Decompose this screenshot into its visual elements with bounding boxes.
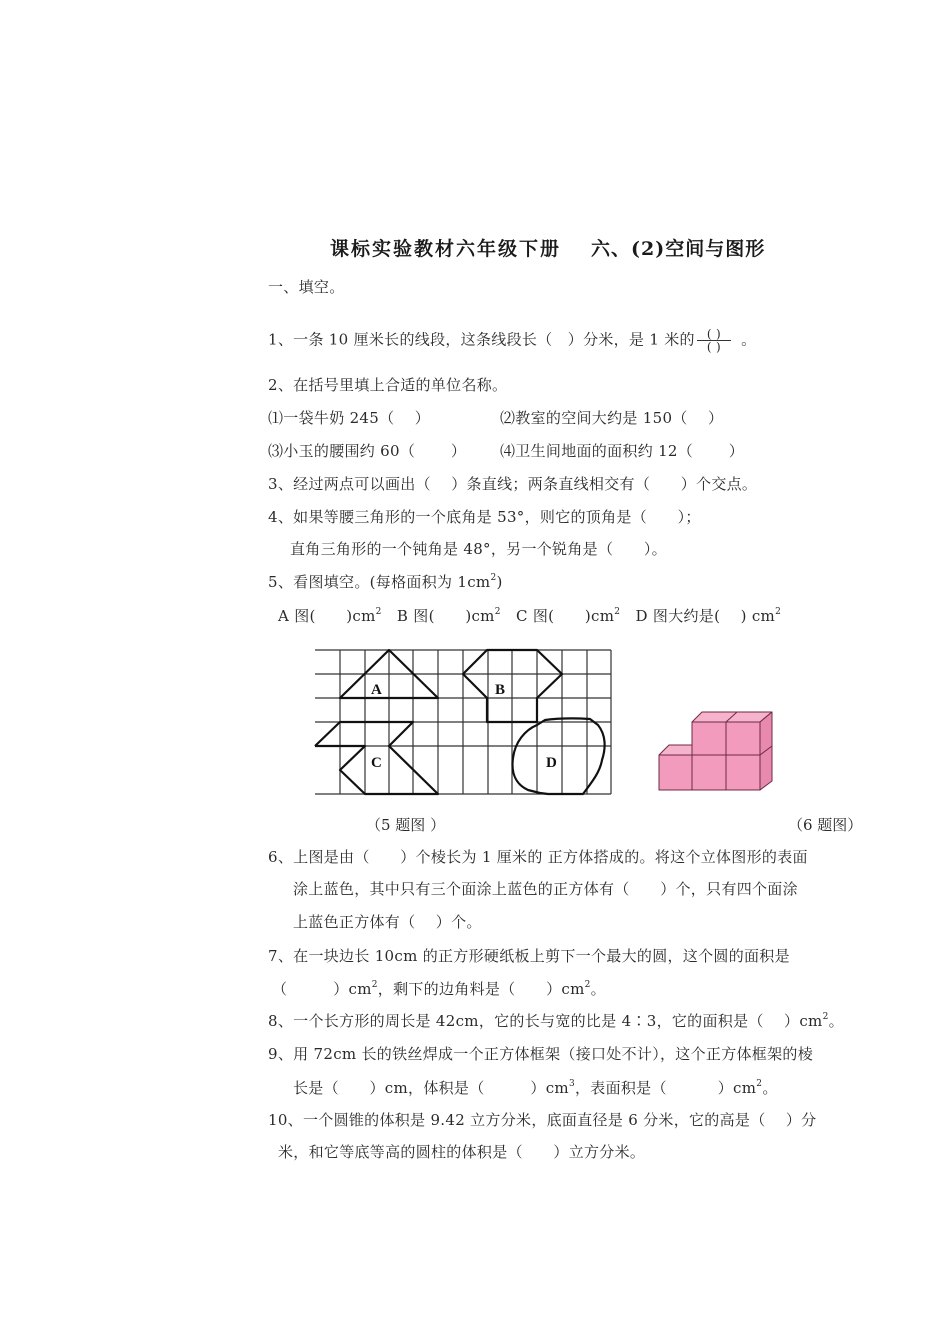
- fraction-numerator: ( ): [697, 328, 731, 341]
- label-b: B: [495, 682, 506, 698]
- question-2: 2、在括号里填上合适的单位名称。: [268, 376, 508, 394]
- question-6-line-2: 涂上蓝色，其中只有三个面涂上蓝色的正方体有（ ）个，只有四个面涂: [293, 880, 798, 898]
- q1-text: 1、一条 10 厘米长的线段，这条线段长（ ）分米，是 1 米的: [268, 330, 695, 349]
- q9-blank-1-2: 长是（ ）cm，体积是（ ）cm: [293, 1079, 569, 1097]
- q2-item-1: ⑴一袋牛奶 245（ ）: [268, 409, 431, 427]
- q7-tail: 。: [590, 980, 606, 998]
- q5-blank-c-text: C 图( )cm: [515, 607, 615, 625]
- q5-blank-c: [516, 607, 620, 625]
- q5-blank-d-text: D 图大约是( ) cm: [635, 607, 776, 625]
- question-10-line-1: 10、一个圆锥的体积是 9.42 立方分米，底面直径是 6 分米，它的高是（ ）分: [268, 1111, 817, 1129]
- title-left: 课标实验教材六年级下册: [330, 238, 562, 260]
- label-a: A: [371, 682, 382, 698]
- cube-figure: [655, 708, 775, 794]
- question-8: [268, 1011, 844, 1031]
- q9-blank-3: ，表面积是（ ）cm: [574, 1079, 757, 1097]
- q8-text: 8、一个长方形的周长是 42cm，它的长与宽的比是 4∶3，它的面积是（ ）cm: [268, 1012, 823, 1030]
- question-10-line-2: 米，和它等底等高的圆柱的体积是（ ）立方分米。: [278, 1143, 646, 1161]
- q5-blank-b-sup: 2: [494, 607, 501, 617]
- fraction-blank: [697, 328, 731, 353]
- q5-blank-a-sup: 2: [375, 607, 382, 617]
- question-7-line-1: 7、在一块边长 10cm 的正方形硬纸板上剪下一个最大的圆，这个圆的面积是: [268, 947, 790, 965]
- question-6-line-1: 6、上图是由（ ）个棱长为 1 厘米的 正方体搭成的。将这个立体图形的表面: [268, 848, 808, 866]
- q9-tail: 。: [762, 1079, 778, 1097]
- q5-text: 5、看图填空。(每格面积为 1cm: [268, 573, 491, 591]
- section-heading: 一、填空。: [268, 278, 345, 296]
- question-9-line-1: 9、用 72cm 长的铁丝焊成一个正方体框架（接口处不计），这个正方体框架的棱: [268, 1045, 813, 1063]
- question-7-line-2: [272, 979, 606, 999]
- q7-sup-1: 2: [371, 980, 378, 990]
- question-6-line-3: 上蓝色正方体有（ ）个。: [293, 913, 482, 931]
- q7-sup-2: 2: [584, 980, 591, 990]
- question-5: [268, 572, 503, 592]
- q5-blank-a-text: A 图( )cm: [278, 607, 376, 625]
- q1-tail: 。: [741, 330, 757, 349]
- q7-blank-2: ，剩下的边角料是（ ）cm: [377, 980, 585, 998]
- q5-sup: 2: [490, 573, 497, 583]
- page-title: [330, 234, 765, 261]
- figure-6-caption: （6 题图）: [788, 816, 863, 834]
- q8-sup: 2: [822, 1012, 829, 1022]
- q5-text-end: ): [496, 573, 503, 591]
- question-4-line-2: 直角三角形的一个钝角是 48°，另一个锐角是（ ）。: [290, 540, 667, 558]
- question-1: [268, 328, 756, 353]
- q8-tail: 。: [828, 1012, 844, 1030]
- grid-figure: [310, 645, 620, 800]
- q9-sup-2: 2: [756, 1079, 763, 1089]
- q7-blank-1: （ ）cm: [272, 980, 372, 998]
- q5-blank-d: [636, 607, 782, 625]
- q5-blank-b-text: B 图( )cm: [396, 607, 495, 625]
- label-d: D: [546, 755, 557, 771]
- question-9-line-2: [293, 1078, 778, 1098]
- q5-blank-b: [397, 607, 501, 625]
- q2-item-4: ⑷卫生间地面的面积约 12（ ）: [500, 442, 745, 460]
- figure-5-caption: （5 题图 ）: [366, 816, 446, 834]
- label-c: C: [371, 755, 382, 771]
- title-right: 六、(2)空间与图形: [591, 238, 766, 260]
- shape-d: [513, 718, 605, 794]
- q5-blank-a: [278, 607, 382, 625]
- q2-item-2: ⑵教室的空间大约是 150（ ）: [500, 409, 724, 427]
- q2-item-3: ⑶小玉的腰围约 60（ ）: [268, 442, 467, 460]
- q9-sup-3: 3: [568, 1079, 575, 1089]
- q5-blank-d-sup: 2: [775, 607, 782, 617]
- q5-blanks: [278, 606, 781, 626]
- fraction-denominator: ( ): [706, 340, 721, 354]
- q5-blank-c-sup: 2: [614, 607, 621, 617]
- question-3: 3、经过两点可以画出（ ）条直线；两条直线相交有（ ）个交点。: [268, 475, 758, 493]
- question-4-line-1: 4、如果等腰三角形的一个底角是 53°，则它的顶角是（ ）；: [268, 508, 701, 526]
